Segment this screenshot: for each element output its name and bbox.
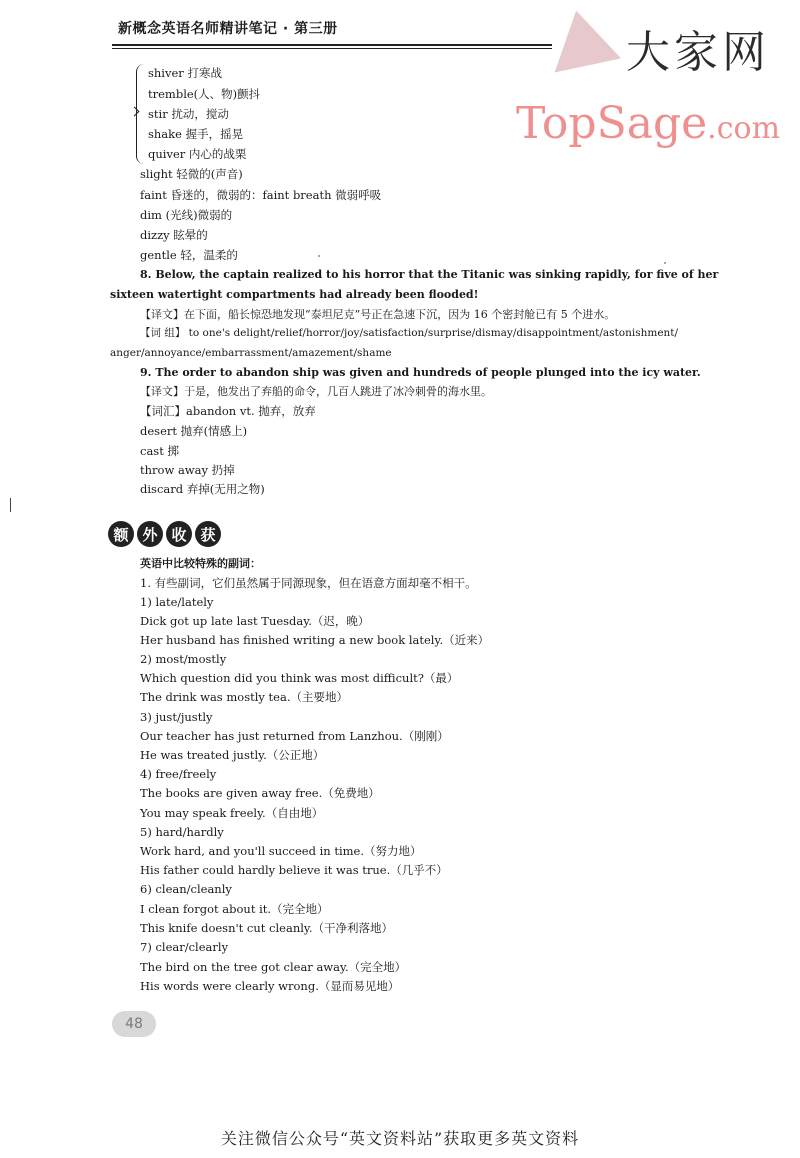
sentence-9-translation: 【译文】于是，他发出了弃船的命令，几百人跳进了冰冷刺骨的海水里。 [140, 385, 492, 398]
badge-char: 获 [195, 521, 221, 547]
logo-english-text: TopSage.com [516, 98, 781, 149]
sentence-8-line-2: sixteen watertight compartments had already been flooded! [110, 288, 479, 301]
logo-triangle-icon [543, 4, 621, 73]
vocab-line: dizzy 眩晕的 [140, 228, 208, 242]
header-rule-thin [112, 48, 552, 49]
vocab-item: quiver 内心的战栗 [148, 147, 247, 161]
extra-line: He was treated justly.（公正地） [140, 748, 325, 762]
scan-speck [664, 262, 666, 264]
sentence-8-phrase-line-1: 【词 组】 to one's delight/relief/horror/joy/satisfaction/surprise/dismay/disappointment/astonishment/ [140, 327, 679, 339]
extra-line: 5) hard/hardly [140, 825, 224, 839]
extra-line: I clean forgot about it.（完全地） [140, 902, 329, 916]
extra-heading: 英语中比较特殊的副词： [140, 557, 261, 570]
sentence-9-line-1: 9. The order to abandon ship was given and hundreds of people plunged into the icy water. [140, 366, 701, 379]
vocab-line: faint 昏迷的，微弱的：faint breath 微弱呼吸 [140, 188, 382, 202]
logo-chinese-text: 大家网 [626, 27, 770, 78]
sentence-8-line-1: 8. Below, the captain realized to his horror that the Titanic was sinking rapidly, for five of her [140, 268, 719, 281]
extra-line: 4) free/freely [140, 767, 217, 781]
extra-line: Which question did you think was most difficult?（最） [140, 671, 459, 685]
sentence-9-vocab-item: desert 抛弃(情感上) [140, 424, 248, 438]
extra-intro: 1. 有些副词，它们虽然属于同源现象，但在语意方面却毫不相干。 [140, 576, 477, 590]
extra-line: Work hard, and you'll succeed in time.（努力地） [140, 844, 422, 858]
extra-line: 7) clear/clearly [140, 940, 229, 954]
sentence-8-phrase-line-2: anger/annoyance/embarrassment/amazement/shame [110, 347, 392, 359]
extra-line: Our teacher has just returned from Lanzhou.（刚刚） [140, 729, 449, 743]
sentence-9-vocab-item: cast 掷 [140, 444, 179, 458]
vocab-brace [136, 64, 145, 164]
sentence-9-vocab-item: discard 弃掉(无用之物) [140, 482, 265, 496]
extra-line: Her husband has finished writing a new book lately.（近来） [140, 633, 490, 647]
vocab-item: shiver 打寒战 [148, 66, 222, 80]
extra-line: His words were clearly wrong.（显而易见地） [140, 979, 400, 993]
vocab-line: gentle 轻，温柔的 [140, 248, 238, 262]
extra-line: 1) late/lately [140, 595, 214, 609]
header-rule [112, 44, 552, 46]
vocab-line: slight 轻微的(声音) [140, 167, 243, 181]
page-number: 48 [112, 1011, 156, 1037]
badge-char: 额 [108, 521, 134, 547]
extra-line: This knife doesn't cut cleanly.（干净利落地） [140, 921, 394, 935]
sentence-9-vocab-head: 【词汇】abandon vt. 抛弃，放弃 [140, 404, 316, 418]
extra-line: His father could hardly believe it was true.（几乎不） [140, 863, 448, 877]
extra-line: You may speak freely.（自由地） [140, 806, 324, 820]
extra-line: 6) clean/cleanly [140, 882, 232, 896]
vocab-line: dim (光线)微弱的 [140, 208, 233, 222]
extra-line: 2) most/mostly [140, 652, 227, 666]
extra-line: The drink was mostly tea.（主要地） [140, 690, 348, 704]
scan-margin-mark [10, 498, 11, 512]
extra-line: The bird on the tree got clear away.（完全地） [140, 960, 407, 974]
vocab-item: tremble(人、物)颤抖 [148, 87, 261, 101]
page-header-title: 新概念英语名师精讲笔记 · 第三册 [118, 21, 338, 37]
extra-section-badge [108, 521, 221, 547]
sentence-9-vocab-item: throw away 扔掉 [140, 463, 235, 477]
topsage-watermark-logo [516, 6, 798, 156]
extra-line: 3) just/justly [140, 710, 213, 724]
badge-char: 外 [137, 521, 163, 547]
vocab-item: stir 扰动，搅动 [148, 107, 229, 121]
scan-speck [318, 255, 320, 257]
extra-line: The books are given away free.（免费地） [140, 786, 380, 800]
badge-char: 收 [166, 521, 192, 547]
extra-line: Dick got up late last Tuesday.（迟，晚） [140, 614, 370, 628]
footer-note: 关注微信公众号“英文资料站”获取更多英文资料 [220, 1129, 580, 1148]
sentence-8-translation: 【译文】在下面，船长惊恐地发现“泰坦尼克”号正在急速下沉，因为 16 个密封舱已有 5 个进水。 [140, 308, 616, 321]
vocab-item: shake 握手，摇晃 [148, 127, 244, 141]
